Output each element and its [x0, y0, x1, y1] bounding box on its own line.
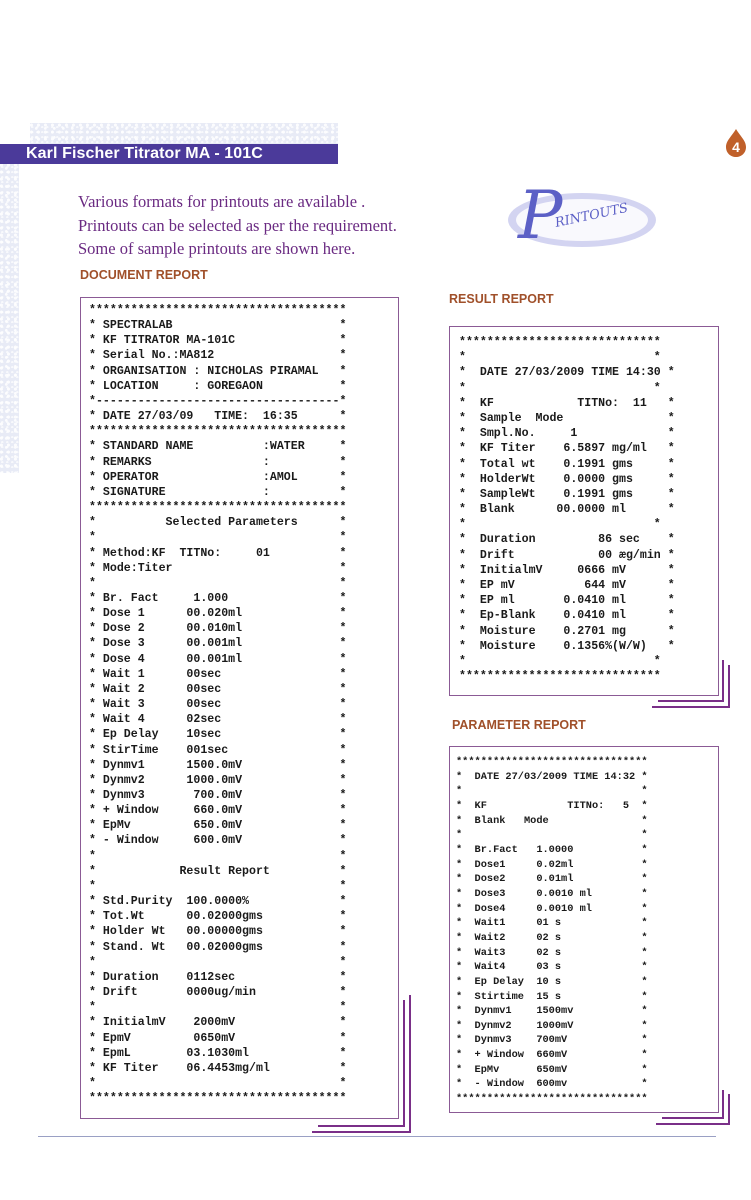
report-line: * *: [89, 1076, 347, 1090]
report-line: * InitialmV 0666 mV *: [459, 563, 675, 577]
report-line: * Drift 00 æg/min *: [459, 548, 675, 562]
report-line: *******************************: [456, 756, 648, 768]
report-line: * Moisture 0.2701 mg *: [459, 624, 675, 638]
report-line: *************************************: [89, 425, 347, 439]
report-line: * EpMv 650mV *: [456, 1063, 648, 1076]
report-line: * - Window 600mv *: [456, 1078, 648, 1091]
document-report-shadow: [318, 1125, 405, 1127]
report-line: * + Window 660mV *: [456, 1049, 648, 1062]
report-line: * SIGNATURE : *: [89, 485, 347, 499]
report-line: * Duration 0112sec *: [89, 970, 347, 984]
result-report-shadow: [728, 665, 730, 707]
report-line: *-----------------------------------*: [89, 394, 347, 408]
parameter-report-heading: PARAMETER REPORT: [452, 718, 586, 732]
report-line: * Result Report *: [89, 864, 347, 878]
report-line: * EpmV 0650mV *: [89, 1031, 347, 1045]
parameter-report-shadow: [662, 1117, 724, 1119]
report-line: * Std.Purity 100.0000% *: [89, 895, 347, 909]
report-line: * EP mV 644 mV *: [459, 579, 675, 592]
report-line: * Tot.Wt 00.02000gms *: [89, 910, 347, 924]
report-line: * Stand. Wt 00.02000gms *: [89, 940, 347, 954]
result-report-shadow: [652, 706, 730, 708]
printouts-logo: [500, 180, 660, 255]
report-line: * DATE 27/03/09 TIME: 16:35 *: [89, 410, 347, 424]
report-line: * Dose4 0.0010 ml *: [456, 902, 648, 915]
report-line: * Holder Wt 00.00000gms *: [89, 925, 347, 939]
page-number: 4: [732, 139, 740, 155]
report-line: * Moisture 0.1356%(W/W) *: [459, 639, 675, 653]
logo-text: RINTOUTS: [553, 200, 630, 231]
report-line: * Dose3 0.0010 ml *: [456, 887, 648, 900]
report-line: * KF Titer 06.4453mg/ml *: [89, 1061, 347, 1075]
report-line: *************************************: [89, 304, 347, 317]
report-line: *****************************: [459, 336, 661, 349]
report-line: * *: [459, 518, 661, 532]
report-line: * SampleWt 0.1991 gms *: [459, 487, 675, 501]
parameter-report-shadow: [656, 1123, 730, 1125]
report-line: * Dose1 0.02ml *: [456, 858, 648, 871]
report-line: * Mode:Titer *: [89, 561, 347, 575]
report-line: * HolderWt 0.0000 gms *: [459, 472, 675, 486]
report-line: * Wait3 02 s *: [456, 946, 648, 959]
report-line: *************************************: [89, 501, 347, 515]
result-report-heading: RESULT REPORT: [449, 292, 554, 306]
report-line: * Total wt 0.1991 gms *: [459, 457, 675, 471]
report-line: * Blank Mode *: [456, 814, 648, 827]
parameter-report-shadow: [722, 1090, 724, 1118]
report-line: * *: [89, 576, 347, 590]
left-speckle-strip: [0, 163, 19, 473]
document-report-shadow: [312, 1131, 411, 1133]
report-line: * KF TITNo: 5 *: [456, 799, 648, 812]
report-line: * - Window 600.0mV *: [89, 834, 347, 848]
report-line: * Ep Delay 10 s *: [456, 975, 648, 988]
report-line: * KF TITRATOR MA-101C *: [89, 334, 347, 348]
report-line: * Wait 4 02sec *: [89, 713, 347, 727]
report-line: * *: [89, 531, 347, 545]
parameter-report-shadow: [728, 1094, 730, 1124]
title-bar: [0, 144, 338, 164]
report-line: * *: [459, 381, 661, 395]
report-line: * Dose 4 00.001ml *: [89, 652, 347, 666]
result-report-shadow: [722, 660, 724, 701]
intro-line: Some of sample printouts are shown here.: [78, 239, 356, 258]
intro-line: Various formats for printouts are available .: [78, 192, 366, 211]
result-report-text: [459, 335, 675, 684]
header-speckle-band: [30, 123, 338, 144]
report-line: * Br.Fact 1.0000 *: [456, 843, 648, 856]
intro-text: [78, 190, 397, 261]
result-report-shadow: [658, 700, 724, 702]
document-report-shadow: [409, 995, 411, 1133]
report-line: * EpMv 650.0mV *: [89, 819, 347, 833]
report-line: * *: [89, 955, 347, 969]
report-line: * SPECTRALAB *: [89, 319, 347, 333]
logo-initial: P: [518, 180, 563, 254]
report-line: * Wait 1 00sec *: [89, 667, 347, 681]
parameter-report-text: [456, 755, 648, 1107]
report-line: * Blank 00.0000 ml *: [459, 503, 675, 517]
report-line: * *: [456, 785, 648, 798]
report-line: * *: [89, 1001, 347, 1015]
report-line: * Serial No.:MA812 *: [89, 349, 347, 363]
page-title: Karl Fischer Titrator MA - 101C: [26, 145, 263, 162]
report-line: * Dose2 0.01ml *: [456, 873, 648, 886]
report-line: * Smpl.No. 1 *: [459, 427, 675, 441]
intro-line: Printouts can be selected as per the requirement.: [78, 215, 397, 235]
report-line: * *: [459, 654, 661, 668]
report-line: * *: [456, 829, 648, 842]
report-line: * Dynmv1 1500.0mV *: [89, 758, 347, 772]
report-line: * *: [459, 351, 661, 365]
report-line: * LOCATION : GOREGAON *: [89, 379, 347, 393]
report-line: * Dose 2 00.010ml *: [89, 622, 347, 636]
report-line: * Wait 2 00sec *: [89, 682, 347, 696]
report-line: * *: [89, 849, 347, 863]
report-line: * Stirtime 15 s *: [456, 990, 648, 1003]
report-line: * KF TITNo: 11 *: [459, 396, 675, 410]
document-report-text: [89, 303, 346, 1106]
report-line: * Br. Fact 1.000 *: [89, 591, 347, 605]
report-line: * Dynmv2 1000mV *: [456, 1019, 648, 1032]
report-line: *******************************: [456, 1093, 648, 1106]
report-line: * OPERATOR :AMOL *: [89, 470, 347, 484]
report-line: * Drift 0000ug/min *: [89, 986, 347, 1000]
report-line: * Dose 1 00.020ml *: [89, 607, 347, 621]
report-line: * EpmL 03.1030ml *: [89, 1046, 347, 1060]
report-line: *************************************: [89, 1092, 347, 1106]
report-line: * Wait1 01 s *: [456, 917, 648, 930]
report-line: * STANDARD NAME :WATER *: [89, 440, 347, 454]
report-line: * DATE 27/03/2009 TIME 14:30 *: [459, 366, 675, 380]
report-line: * Duration 86 sec *: [459, 533, 675, 547]
report-line: * Wait4 03 s *: [456, 961, 648, 974]
document-report-heading: DOCUMENT REPORT: [80, 268, 208, 282]
report-line: * DATE 27/03/2009 TIME 14:32 *: [456, 770, 648, 783]
drop-badge-icon: [722, 128, 750, 158]
report-line: * + Window 660.0mV *: [89, 804, 347, 818]
report-line: * Dynmv1 1500mv *: [456, 1005, 648, 1018]
report-line: * Wait 3 00sec *: [89, 698, 347, 712]
report-line: * Sample Mode *: [459, 411, 675, 425]
report-line: * EP ml 0.0410 ml *: [459, 594, 675, 608]
report-line: * ORGANISATION : NICHOLAS PIRAMAL *: [89, 364, 347, 378]
report-line: * Ep-Blank 0.0410 ml *: [459, 609, 675, 623]
report-line: * StirTime 001sec *: [89, 743, 347, 757]
report-line: * Wait2 02 s *: [456, 931, 648, 944]
report-line: * *: [89, 879, 347, 893]
report-line: * REMARKS : *: [89, 455, 347, 469]
report-line: * Dynmv2 1000.0mV *: [89, 773, 347, 787]
report-line: * Selected Parameters *: [89, 516, 347, 530]
footer-rule: [38, 1136, 716, 1137]
report-line: * Ep Delay 10sec *: [89, 728, 347, 742]
document-report-shadow: [403, 1000, 405, 1127]
report-line: * Dynmv3 700mV *: [456, 1034, 648, 1047]
report-line: * KF Titer 6.5897 mg/ml *: [459, 442, 675, 456]
report-line: * Method:KF TITNo: 01 *: [89, 546, 347, 560]
report-line: *****************************: [459, 670, 661, 684]
report-line: * InitialmV 2000mV *: [89, 1016, 347, 1030]
report-line: * Dynmv3 700.0mV *: [89, 789, 347, 802]
report-line: * Dose 3 00.001ml *: [89, 637, 347, 651]
